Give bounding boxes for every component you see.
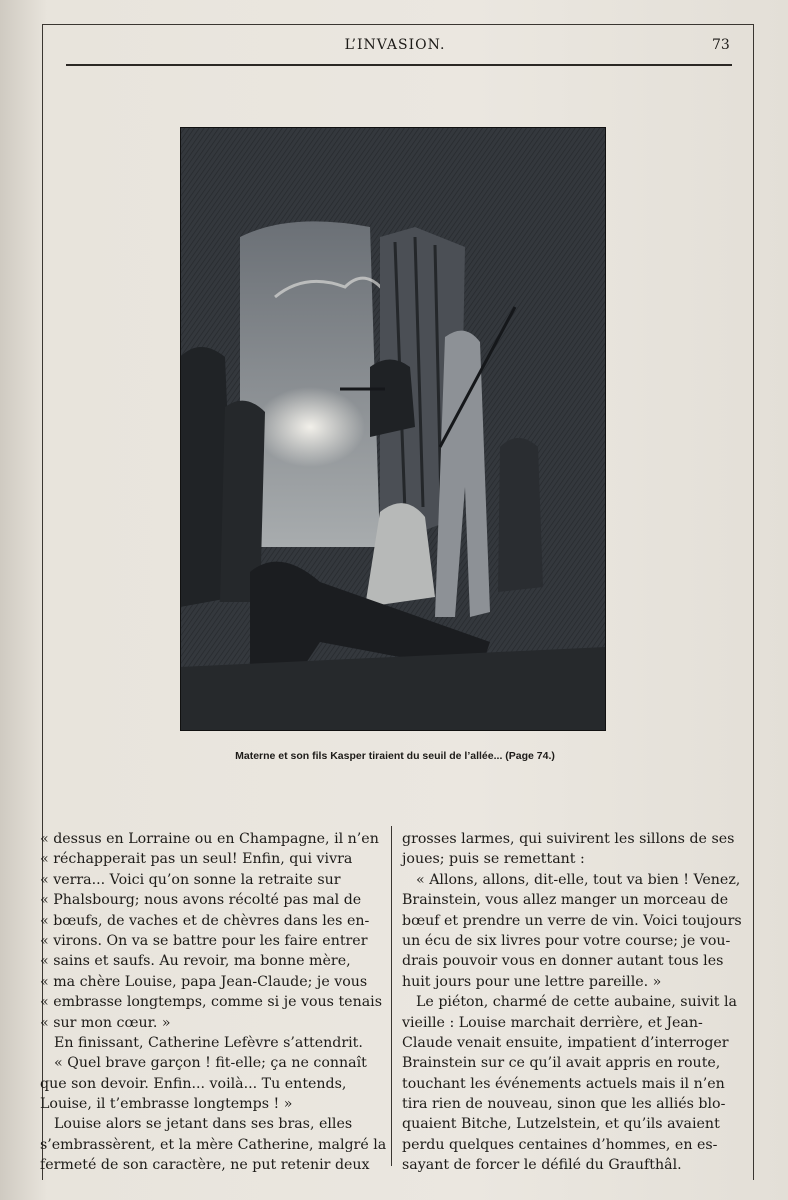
right-text-column <box>402 829 772 1176</box>
text-line: un écu de six livres pour votre course; je vou- <box>402 932 731 949</box>
text-line: « embrasse longtemps, comme si je vous tenais <box>40 994 382 1011</box>
text-line: « Quel brave garçon ! fit-elle; ça ne connaît <box>54 1055 367 1072</box>
page-number: 73 <box>712 37 730 53</box>
text-line: fermeté de son caractère, ne put retenir deux <box>40 1157 370 1174</box>
text-line: Le piéton, charmé de cette aubaine, suivit la <box>416 994 738 1011</box>
text-line: « virons. On va se battre pour les faire entrer <box>40 932 368 949</box>
text-line: « ma chère Louise, papa Jean-Claude; je vous <box>40 973 368 990</box>
engraving-illustration <box>180 127 606 731</box>
text-line: quaient Bitche, Lutzelstein, et qu’ils avaient <box>402 1116 720 1133</box>
text-line: huit jours pour une lettre pareille. » <box>402 973 662 990</box>
text-line: « sur mon cœur. » <box>40 1014 171 1031</box>
header-rule <box>66 64 732 66</box>
text-line: « Phalsbourg; nous avons récolté pas mal de <box>40 892 362 909</box>
text-line: Louise, il t’embrasse longtemps ! » <box>40 1096 293 1113</box>
text-line: « sains et saufs. Au revoir, ma bonne mère, <box>40 953 351 970</box>
text-line: Brainstein sur ce qu’il avait appris en route, <box>402 1055 721 1072</box>
text-line: vieille : Louise marchait derrière, et Jean- <box>402 1014 703 1031</box>
text-line: grosses larmes, qui suivirent les sillons de ses <box>402 831 735 847</box>
text-line: tira rien de nouveau, sinon que les alliés blo- <box>402 1096 726 1113</box>
text-line: Louise alors se jetant dans ses bras, elles <box>54 1116 353 1133</box>
text-line: « verra... Voici qu’on sonne la retraite sur <box>40 871 341 888</box>
text-line: « réchapperait pas un seul! Enfin, qui vivra <box>40 851 353 868</box>
column-divider <box>391 826 392 1166</box>
text-line: En finissant, Catherine Lefèvre s’attendrit. <box>54 1034 363 1051</box>
text-line: Claude venait ensuite, impatient d’interroger <box>402 1034 729 1051</box>
text-line: perdu quelques centaines d’hommes, en es- <box>402 1136 718 1153</box>
text-line: sayant de forcer le défilé du Graufthâl. <box>402 1157 682 1174</box>
left-text-column <box>40 829 387 1176</box>
text-line: « Allons, allons, dit-elle, tout va bien ! Venez, <box>416 871 741 888</box>
text-line: drais pouvoir vous en donner autant tous les <box>402 953 724 970</box>
text-line: bœuf et prendre un verre de vin. Voici toujours <box>402 912 742 929</box>
text-line: touchant les événements actuels mais il n’en <box>402 1075 725 1092</box>
text-line: que son devoir. Enfin... voilà... Tu entends, <box>40 1075 347 1092</box>
running-header-title: L’INVASION. <box>344 37 446 53</box>
illustration-caption: Materne et son fils Kasper tiraient du seuil de l’allée... (Page 74.) <box>235 750 555 762</box>
text-line: Brainstein, vous allez manger un morceau de <box>402 892 729 909</box>
text-line: s’embrassèrent, et la mère Catherine, malgré la <box>40 1136 387 1153</box>
engraving-image <box>180 127 606 731</box>
text-line: « dessus en Lorraine ou en Champagne, il n’en <box>40 831 379 847</box>
text-line: « bœufs, de vaches et de chèvres dans les en- <box>40 912 370 929</box>
text-line: joues; puis se remettant : <box>402 851 585 868</box>
